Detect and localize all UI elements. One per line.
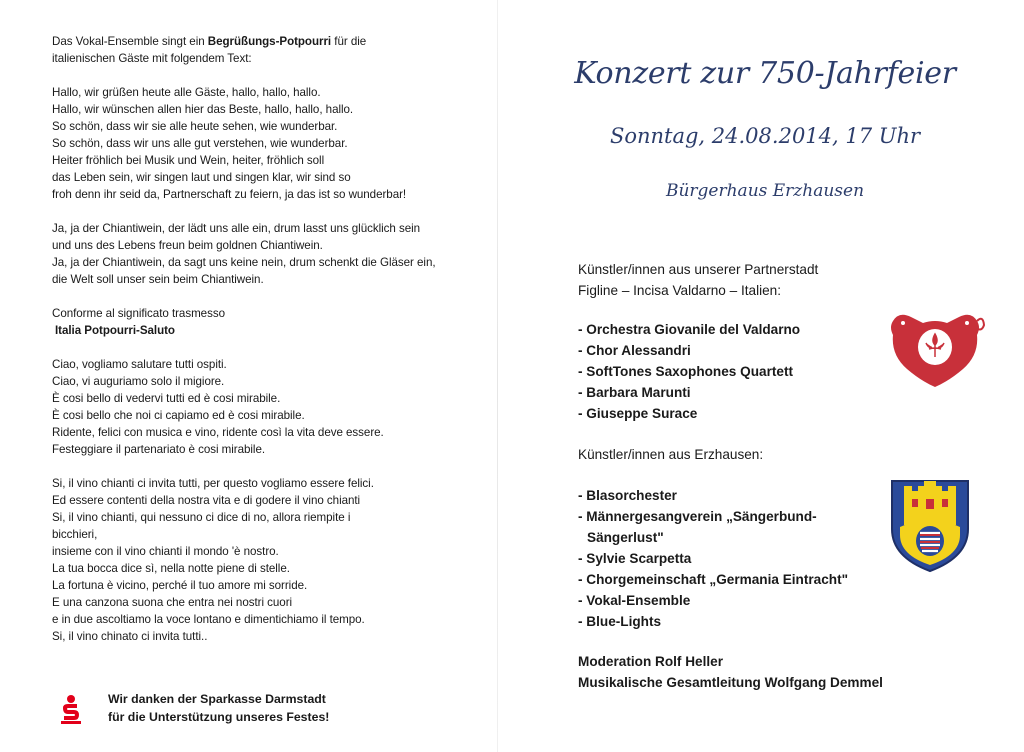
- list-item: - Chor Alessandri: [578, 343, 691, 358]
- intro-paragraph: Das Vokal-Ensemble singt ein Begrüßungs-Potpourri für die italienischen Gäste mit folgendem Text:: [52, 35, 367, 65]
- fold-line: [497, 0, 498, 752]
- list-item: - Blasorchester: [578, 488, 677, 503]
- italian-heading: Conforme al significato trasmesso Italia Potpourri-Saluto: [52, 305, 482, 339]
- list-item: - SoftTones Saxophones Quartett: [578, 364, 793, 379]
- moderation-credit: Moderation Rolf Heller: [578, 654, 724, 669]
- list-item: - Chorgemeinschaft „Germania Eintracht": [578, 572, 849, 587]
- verse-german-1: Hallo, wir grüßen heute alle Gäste, hallo, hallo, hallo. Hallo, wir wünschen allen hier das Beste, hallo, hallo, hallo. So schön, dass wir sie alle heute sehen, wie wunderbar. So schön, dass wir uns alle gut verstehen, wie wunderbar. Heiter fröhlich bei Musik und Wein, heiter, fröhlich soll das Leben sein, wir singen laut und singen klar, wir sind so froh denn ihr seid da, Partnerschaft zu feiern, ja das ist so wunderbar!: [52, 86, 407, 201]
- italia-potpourri-title: Italia Potpourri-Saluto: [55, 324, 175, 337]
- concert-date: Sonntag, 24.08.2014, 17 Uhr: [609, 124, 921, 148]
- verse-italian-2: Si, il vino chianti ci invita tutti, per questo vogliamo essere felici. Ed essere contenti della nostra vita e di godere il vino chianti Si, il vino chianti, qui nessuno ci dice di no, allora riempite i bicchieri, insieme con il vino chianti il mondo 'è nostro. La tua bocca dice sì, nella notte piene di stelle. La fortuna è vicino, perché il tuo amore mi sorride. E una canzona suona che entra nei nostri cuori e in due ascoltiamo la voce lontano e dimentichiamo il tempo. Si, il vino chinato ci invita tutti..: [52, 477, 374, 643]
- sparkasse-logo-icon: [60, 694, 82, 724]
- credits: [578, 651, 938, 693]
- list-item: - Blue-Lights: [578, 614, 662, 629]
- list-item: - Sylvie Scarpetta: [578, 551, 692, 566]
- concert-title: Konzert zur 750-Jahrfeier: [574, 56, 956, 91]
- list-item: - Giuseppe Surace: [578, 406, 698, 421]
- partner-city-heading: Künstler/innen aus unserer Partnerstadt Figline – Incisa Valdarno – Italien:: [578, 262, 819, 298]
- list-item: - Männergesangverein „Sängerbund-: [578, 509, 817, 524]
- erzhausen-crest-icon: [888, 477, 972, 573]
- potpourri-title: Begrüßungs-Potpourri: [207, 35, 332, 48]
- list-item: - Vokal-Ensemble: [578, 593, 691, 608]
- sponsor-thanks: Wir danken der Sparkasse Darmstadt für die Unterstützung unseres Festes!: [108, 692, 330, 724]
- sponsor-note: [60, 690, 460, 730]
- local-artists-heading: Künstler/innen aus Erzhausen:: [578, 447, 764, 462]
- figline-crest-icon: [885, 307, 985, 389]
- list-item-continuation: Sängerlust": [587, 530, 664, 545]
- verse-german-2: Ja, ja der Chiantiwein, der lädt uns alle ein, drum lasst uns glücklich sein und uns des Lebens freun beim goldnen Chiantiwein. Ja, ja der Chiantiwein, da sagt uns keine nein, drum schenkt die Gläser ein, die Welt soll unser sein beim Chiantiwein.: [52, 222, 436, 286]
- list-item: - Orchestra Giovanile del Valdarno: [578, 322, 801, 337]
- list-item: - Barbara Marunti: [578, 385, 691, 400]
- local-artist-list: [578, 485, 908, 632]
- musical-director-credit: Musikalische Gesamtleitung Wolfgang Demmel: [578, 675, 883, 690]
- verse-italian-1: Ciao, vogliamo salutare tutti ospiti. Ciao, vi auguriamo solo il migiore. È cosi bello di vedervi tutti ed è cosi mirabile. È cosi bello che noi ci capiamo ed è cosi mirabile. Ridente, felici con musica e vino, ridente così la vita deve essere. Festeggiare il partenariato è cosi mirabile.: [52, 358, 384, 456]
- partner-artist-list: [578, 319, 878, 424]
- song-lyrics-column: [52, 33, 482, 662]
- concert-venue: Bürgerhaus Erzhausen: [665, 181, 865, 201]
